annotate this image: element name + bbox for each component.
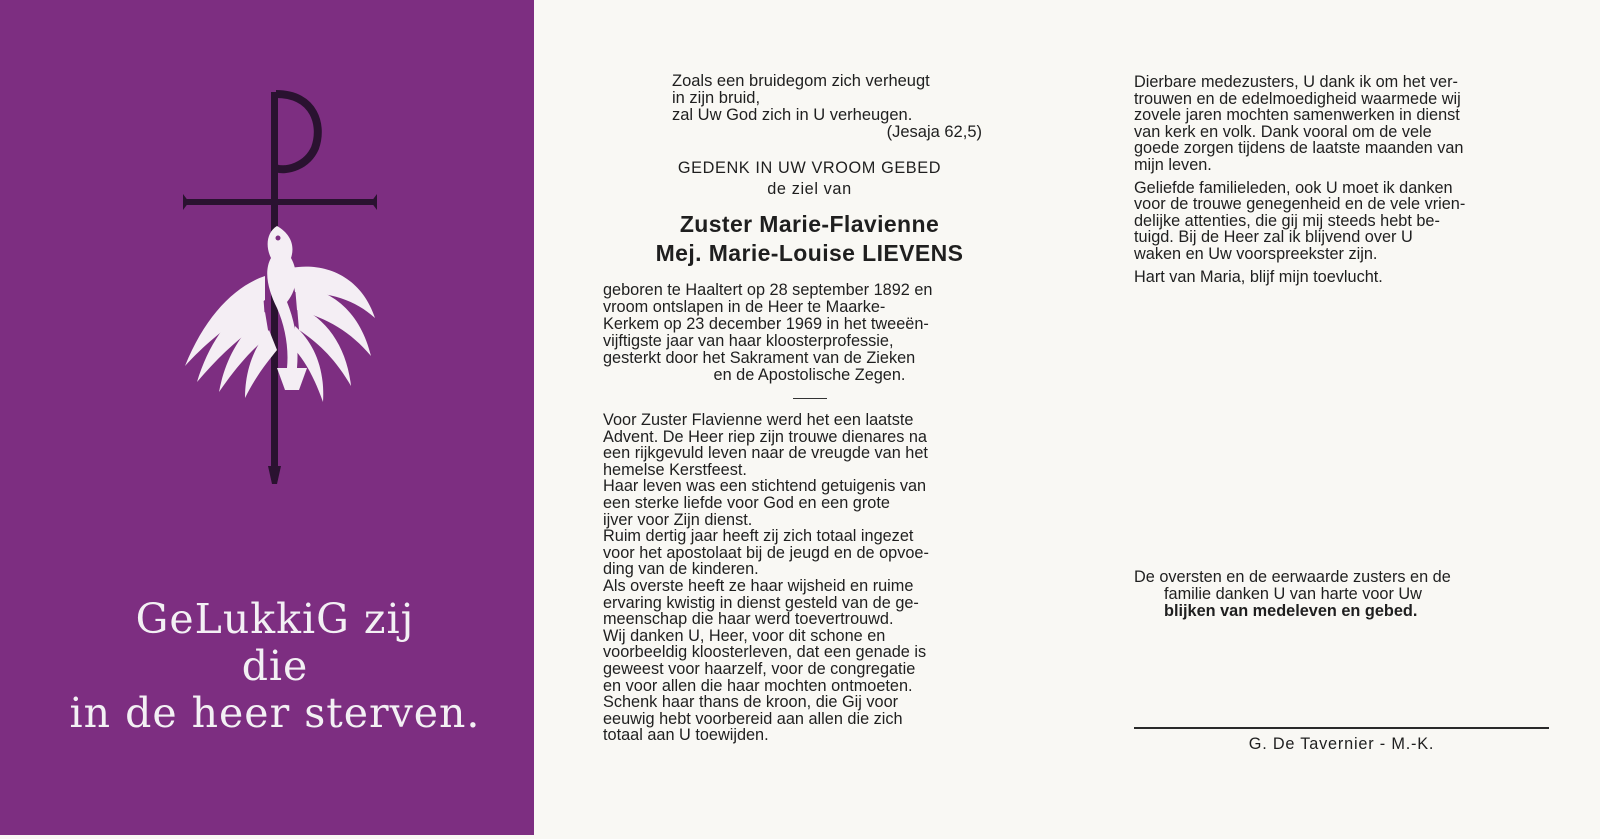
farewell-line: voor de trouwe genegenheid en de vele vrien- — [1134, 195, 1466, 214]
blessing-inscription — [40, 596, 510, 737]
story-line: Wij danken U, Heer, voor dit schone en — [603, 626, 886, 645]
scripture-quote — [672, 73, 982, 141]
notice-line: gesterkt door het Sakrament van de Zieken — [603, 349, 916, 367]
thanks-line: blijken van medeleven en gebed. — [1164, 602, 1418, 620]
story-line: totaal aan U toewijden. — [603, 726, 769, 745]
notice-line: vroom ontslapen in de Heer te Maarke- — [603, 298, 886, 316]
farewell-line: goede zorgen tijdens de laatste maanden van — [1134, 139, 1464, 158]
thanks-line: De oversten en de eerwaarde zusters en de — [1134, 568, 1451, 586]
quote-reference: (Jesaja 62,5) — [886, 123, 982, 141]
farewell-paragraph — [1134, 180, 1549, 263]
thanks-note — [1134, 569, 1549, 620]
farewell-line: trouwen en de edelmoedigheid waarmede wij — [1134, 89, 1461, 108]
birth-death-notice — [603, 282, 1016, 384]
farewell-line: zovele jaren mochten samenwerken in dienst — [1134, 106, 1460, 125]
religious-name: Zuster Marie-Flavienne — [679, 211, 940, 237]
story-line: geweest voor haarzelf, voor de congregatie — [603, 659, 916, 678]
life-story — [603, 412, 1016, 744]
story-line: Voor Zuster Flavienne werd het een laatste — [603, 411, 914, 429]
deceased-name — [603, 210, 1016, 268]
story-line: Ruim dertig jaar heeft zij zich totaal ingezet — [603, 527, 914, 546]
farewell-line: delijke attenties, die gij mij steeds hebt be- — [1134, 211, 1440, 230]
story-line: Haar leven was een stichtend getuigenis van — [603, 477, 927, 496]
blessing-line: die — [241, 642, 309, 690]
story-line: een sterke liefde voor God en een grote — [603, 493, 890, 512]
story-line: Schenk haar thans de kroon, die Gij voor — [603, 693, 899, 712]
notice-line: en de Apostolische Zegen. — [713, 366, 906, 384]
printer-credit: G. De Tavernier - M.-K. — [1248, 735, 1435, 753]
blessing-line: GeLukkiG zij — [135, 595, 415, 643]
purple-cover-panel — [0, 0, 534, 835]
blessing-line: in de heer sterven. — [69, 689, 481, 737]
remembrance-title: GEDENK IN UW VROOM GEBED — [677, 159, 942, 177]
story-line: Advent. De Heer riep zijn trouwe dienares na — [603, 427, 927, 446]
story-line: ding van de kinderen. — [603, 560, 759, 579]
story-line: ijver voor Zijn dienst. — [603, 510, 753, 529]
story-line: een rijkgevuld leven naar de vreugde van het — [603, 444, 928, 463]
quote-line: Zoals een bruidegom zich verheugt — [672, 72, 930, 90]
farewell-line: mijn leven. — [1134, 155, 1212, 174]
farewell-line: tuigd. Bij de Heer zal ik blijvend over U — [1134, 228, 1413, 247]
quote-line: in zijn bruid, — [672, 89, 761, 107]
signature-rule — [1134, 727, 1549, 729]
story-line: en voor allen die haar mochten ontmoeten. — [603, 676, 913, 695]
thanks-line: familie danken U van harte voor Uw — [1164, 585, 1422, 603]
story-line: voor het apostolaat bij de jeugd en de opvoe- — [603, 543, 929, 562]
farewell-message — [1134, 74, 1549, 291]
story-line: voorbeeldig kloosterleven, dat een genade is — [603, 643, 927, 662]
farewell-line: Geliefde familieleden, ook U moet ik danken — [1134, 178, 1453, 197]
story-line: eeuwig hebt voorbereid aan allen die zich — [603, 709, 903, 728]
story-line: meenschap die haar werd toevertrouwd. — [603, 610, 894, 629]
notice-line: Kerkem op 23 december 1969 in het tweeën- — [603, 315, 929, 333]
quote-line: zal Uw God zich in U verheugen. — [672, 106, 913, 124]
notice-line: vijftigste jaar van haar kloosterprofessie, — [603, 332, 894, 350]
civil-name: Mej. Marie-Louise LIEVENS — [655, 240, 964, 266]
remembrance-heading — [603, 158, 1016, 200]
farewell-prayer: Hart van Maria, blijf mijn toevlucht. — [1134, 267, 1383, 286]
farewell-paragraph — [1134, 74, 1549, 174]
notice-line: geboren te Haaltert op 28 september 1892 en — [603, 281, 933, 299]
remembrance-subtitle: de ziel van — [767, 180, 852, 198]
farewell-line: Dierbare medezusters, U dank ik om het ver- — [1134, 73, 1458, 91]
story-line: ervaring kwistig in dienst gesteld van de ge- — [603, 593, 919, 612]
story-line: hemelse Kerstfeest. — [603, 460, 747, 479]
chi-rho-dove-icon — [165, 86, 395, 492]
story-line: Als overste heeft ze haar wijsheid en ruime — [603, 576, 914, 595]
farewell-line: van kerk en volk. Dank vooral om de vele — [1134, 122, 1432, 141]
divider — [793, 398, 827, 399]
farewell-line: waken en Uw voorspreekster zijn. — [1134, 244, 1378, 263]
